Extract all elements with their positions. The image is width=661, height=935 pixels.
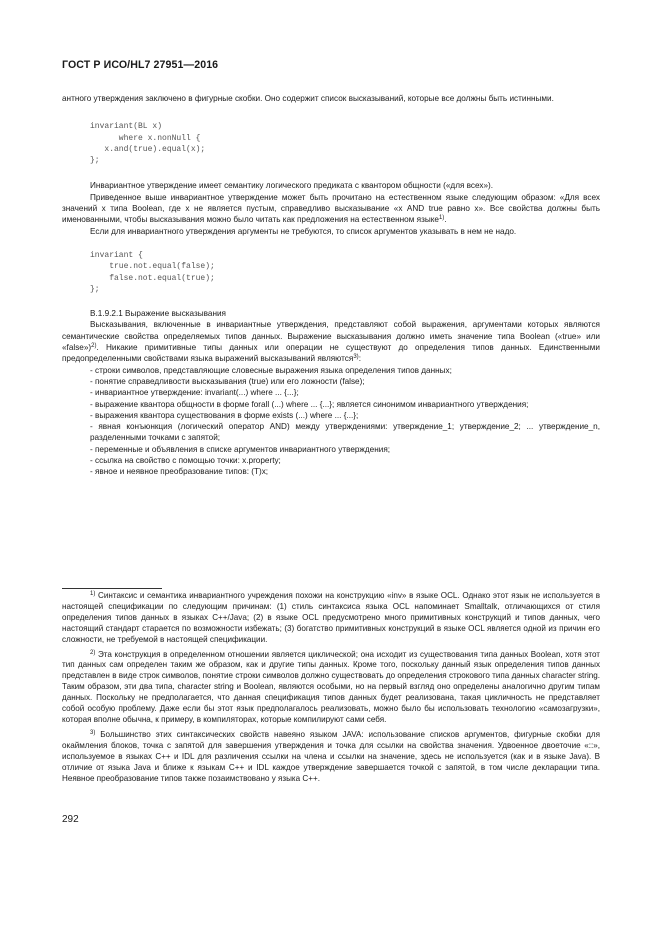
footnote-3 — [62, 730, 600, 785]
code-line: where x.nonNull { — [90, 133, 201, 143]
section-paragraph — [62, 319, 600, 364]
paragraph: Если для инвариантного утверждения аргументы не требуются, то список аргументов указывать в нем не надо. — [90, 226, 517, 236]
footnote-text: Эта конструкция в определенном отношении является циклической; она исходит из существования типа данных Boolean, хотя этот тип данных сам определен таким же образом, как и другие типы данных. Кроме того, поскольку данный язык определения типов данных представлен в виде строк символов, понятие строки символов должно существовать до определения строкового типа данных character string. Таким образом, эти два типа, character string и Boolean, являются особыми, но на первый взгляд оно определены аналогично другим типам данных. Поскольку не предполагается, что данная спецификация типов данных будет реализована, такая цикличность не представляет собой особую проблему. Даже если бы этот язык предполагалось реализовать, можно было бы использовать технологию «самозагрузки», которая вполне обычна, к примеру, в компиляторах, которые компилируют сами себя. — [62, 649, 600, 724]
footnote-ref[interactable]: 3) — [353, 354, 359, 361]
paragraph — [62, 192, 600, 226]
footnote-divider — [62, 588, 162, 589]
paragraph-text: Приведенное выше инвариантное утверждение может быть прочитано на естественном языке следующим образом: «Для всех значений х типа Boolean, где х не является пустым, справедливо высказывание «х AND true равно х». Все свойства должны быть именованными, чтобы высказывания можно было читать как предложения на естественном языке — [62, 192, 600, 225]
footnote-mark: 2) — [90, 649, 96, 656]
footnote-mark: 3) — [90, 729, 96, 736]
footnote-ref[interactable]: 1) — [438, 215, 445, 222]
section-text: Высказывания, включенные в инвариантные утверждения, представляют собой выражения, аргументами которых являются семантические свойства определяемых типов данных. Выражение высказывания должно иметь значение типа Boolean («true» или «false») — [62, 320, 600, 353]
paragraph-end: . — [444, 215, 447, 225]
page-header: ГОСТ Р ИСО/HL7 27951—2016 — [62, 59, 219, 71]
footnote-1 — [62, 591, 600, 646]
code-line: invariant { — [90, 250, 143, 260]
paragraph: Инвариантное утверждение имеет семантику логического предиката с квантором общности («для всех»). — [90, 181, 494, 191]
code-line: }; — [90, 156, 100, 166]
list-item: - явная конъюнкция (логический оператор AND) между утверждениями: утверждение_1; утверждение_2; ... утверждение_n, разделенными точками с запятой; — [90, 422, 600, 443]
code-line: invariant(BL x) — [90, 122, 163, 132]
list-item: - понятие справедливости высказывания (true) или его ложности (false); — [90, 376, 365, 386]
section-heading: В.1.9.2.1 Выражение высказывания — [90, 309, 226, 319]
footnote-ref[interactable]: 2) — [91, 343, 97, 350]
section-text: . Никакие примитивные типы данных или операции не существуют до определения типов данных. Единственными предопределенными свойствами языка выражений высказываний являются — [62, 343, 600, 364]
code-line: false.not.equal(true); — [90, 273, 215, 283]
list-item: - строки символов, представляющие словесные выражения языка определения типов данных; — [90, 365, 452, 375]
code-block-1 — [62, 121, 600, 166]
list-item: - ссылка на свойство с помощью точки: x.property; — [90, 456, 281, 466]
property-list — [62, 365, 600, 478]
main-text — [62, 93, 600, 478]
code-line: true.not.equal(false); — [90, 262, 215, 272]
footnote-2 — [62, 650, 600, 726]
code-line: }; — [90, 284, 100, 294]
list-item: - выражения квантора существования в форме exists (...) where ... {...}; — [90, 410, 359, 420]
page-number: 292 — [62, 814, 79, 825]
list-item: - выражение квантора общности в форме forall (...) where ... {...}; является синонимом инвариантного утверждения; — [90, 399, 529, 409]
list-item: - явное и неявное преобразование типов: (T)x; — [90, 467, 269, 477]
footnote-mark: 1) — [90, 591, 96, 597]
footnotes — [62, 591, 600, 788]
section-text: : — [358, 354, 361, 364]
footnote-text: Синтаксис и семантика инвариантного учреждения похожи на конструкцию «inv» в языке OCL. Однако этот язык не используется в настоящей спецификации по следующим причинам: (1) стиль синтаксиса языка OCL напоминает Smalltalk, отличающихся от стиля определения типов данных в языках С++/Java; (2) в языке OCL предусмотрено много примитивных конструкций и типов данных, чего настоящий стандарт старается по возможности избежать; (3) богатство примитивных конструкций в языке OCL является одной из причин его сложности, не требуемой в настоящей спецификации. — [62, 591, 600, 644]
footnote-text: Большинство этих синтаксических свойств навеяно языком JAVA: использование списков аргументов, фигурные скобки для окаймления блоков, точка с запятой для завершения утверждения и точка для ссылки на свойства значения. Удвоенное двоеточие «::», используемое в языках С++ и IDL для различения ссылки на члена и ссылки на значение, здесь не используется (как и в языке Java). В отличие от языка Java и ближе к языкам С++ и IDL каждое утверждение завершается точкой с запятой, в том числе декларации типа. Неявное преобразование типов также позаимствовано у языка С++. — [62, 729, 600, 783]
code-block-2 — [62, 250, 600, 295]
list-item: - инвариантное утверждение: invariant(...) where ... {...}; — [90, 388, 299, 398]
intro-paragraph: антного утверждения заключено в фигурные скобки. Оно содержит список высказываний, которые все должны быть истинными. — [62, 94, 554, 103]
list-item: - переменные и объявления в списке аргументов инвариантного утверждения; — [90, 444, 391, 454]
code-line: x.and(true).equal(x); — [90, 144, 206, 154]
